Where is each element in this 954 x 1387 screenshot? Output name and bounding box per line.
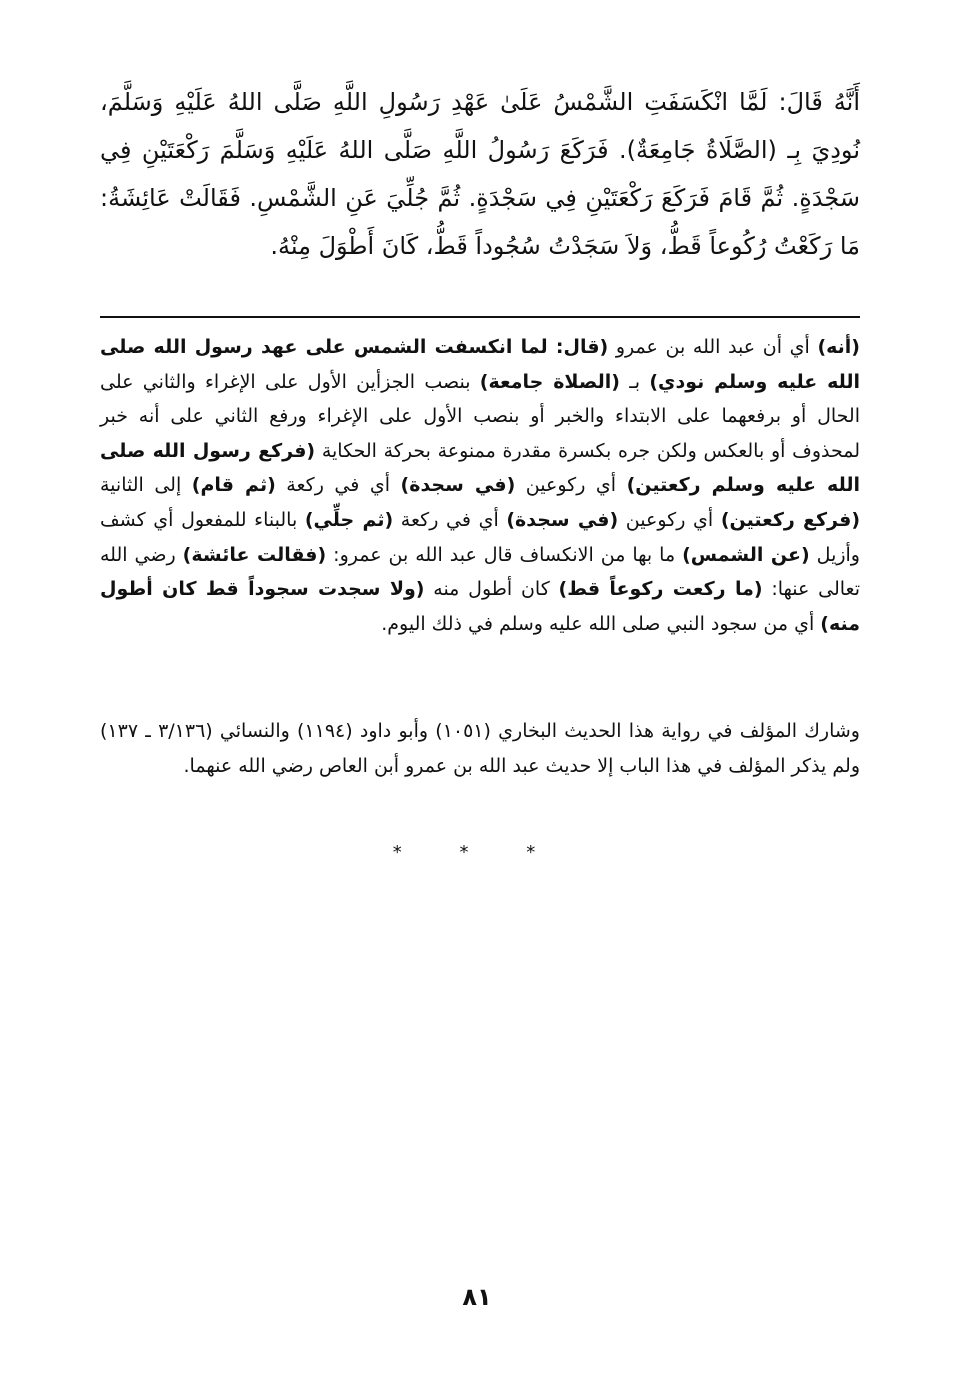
commentary-quote: (فركع ركعتين) xyxy=(720,508,861,531)
commentary-text: أي من سجود النبي صلى الله عليه وسلم في ذلك اليوم. xyxy=(381,612,821,635)
commentary-quote: (قال: لما انكسفت الشمس على عهد رسول الله صلى الله عليه وسلم نودي) xyxy=(100,336,860,393)
commentary-quote: (ولا سجدت سجوداً قط كان أطول منه) xyxy=(100,578,860,635)
commentary-quote: (عن الشمس) xyxy=(682,543,810,566)
commentary-quote: (في سجدة) xyxy=(506,508,619,531)
commentary-text: بنصب الجزأين الأول على الإغراء والثاني على الحال أو برفعهما على الابتداء والخبر أو بنصب الأول على الإغراء ورفع الثاني على أنه خبر لمحذوف أو بالعكس ولكن جره بكسرة مقدرة ممنوعة بحركة الحكاية xyxy=(100,370,861,462)
hadith-text: أَنَّهُ قَالَ: لَمَّا انْكَسَفَتِ الشَّمْسُ عَلَىٰ عَهْدِ رَسُولِ اللَّهِ صَلَّى اللهُ عَلَيْهِ وَسَلَّمَ، نُودِيَ بِـ (الصَّلَاةُ جَامِعَةٌ). فَرَكَعَ رَسُولُ اللَّهِ صَلَّى اللهُ عَلَيْهِ وَسَلَّمَ رَكْعَتَيْنِ فِي سَجْدَةٍ. ثُمَّ قَامَ فَرَكَعَ رَكْعَتَيْنِ فِي سَجْدَةٍ. ثُمَّ جُلِّيَ عَنِ الشَّمْسِ. فَقَالَتْ عَائِشَةُ: مَا رَكَعْتُ رُكُوعاً قَطُّ، وَلاَ سَجَدْتُ سُجُوداً قَطُّ، كَانَ أَطْوَلَ مِنْهُ. xyxy=(100,88,860,260)
commentary-text: رضي الله تعالى عنها: xyxy=(100,543,860,601)
page-number: ٨١ xyxy=(462,1283,492,1311)
commentary-quote: (فقالت عائشة) xyxy=(182,543,327,566)
commentary-text: كان أطول منه xyxy=(424,578,559,601)
section-ornament: * * * xyxy=(392,842,562,863)
commentary-quote: (الصلاة جامعة) xyxy=(479,370,620,393)
commentary-quote: (ما ركعت ركوعاً قط) xyxy=(558,578,763,601)
commentary-quote: (فركع رسول الله صلى الله عليه وسلم ركعتين) xyxy=(100,439,860,497)
commentary-quote: (في سجدة) xyxy=(400,474,516,497)
commentary-quote: (ثم جلِّي) xyxy=(304,508,394,531)
commentary-text: بالبناء للمفعول أي كشف وأزيل xyxy=(100,508,860,566)
participation-note: وشارك المؤلف في رواية هذا الحديث البخاري (١٠٥١) وأبو داود (١١٩٤) والنسائي (٣/١٣٦ ـ ١٣٧) ولم يذكر المؤلف في هذا الباب إلا حديث عبد الله بن عمرو أبن العاص رضي الله عنهما. xyxy=(100,720,860,777)
commentary-text: ما بها من الانكساف قال عبد الله بن عمرو: xyxy=(326,543,683,566)
footnote-divider xyxy=(100,316,860,318)
commentary-text: أي في ركعة xyxy=(393,508,507,531)
commentary-quote: (أنه) xyxy=(817,336,860,358)
commentary-text: أي ركوعين xyxy=(618,508,721,531)
commentary-text: أي أن عبد الله بن عمرو xyxy=(608,336,818,358)
commentary-text: بـ xyxy=(619,370,650,393)
commentary-text: إلى الثانية xyxy=(100,474,192,497)
commentary-text: أي في ركعة xyxy=(275,474,401,497)
commentary-text: أي ركوعين xyxy=(515,474,627,497)
commentary-quote: (ثم قام) xyxy=(191,474,276,497)
commentary-paragraph xyxy=(100,330,860,641)
